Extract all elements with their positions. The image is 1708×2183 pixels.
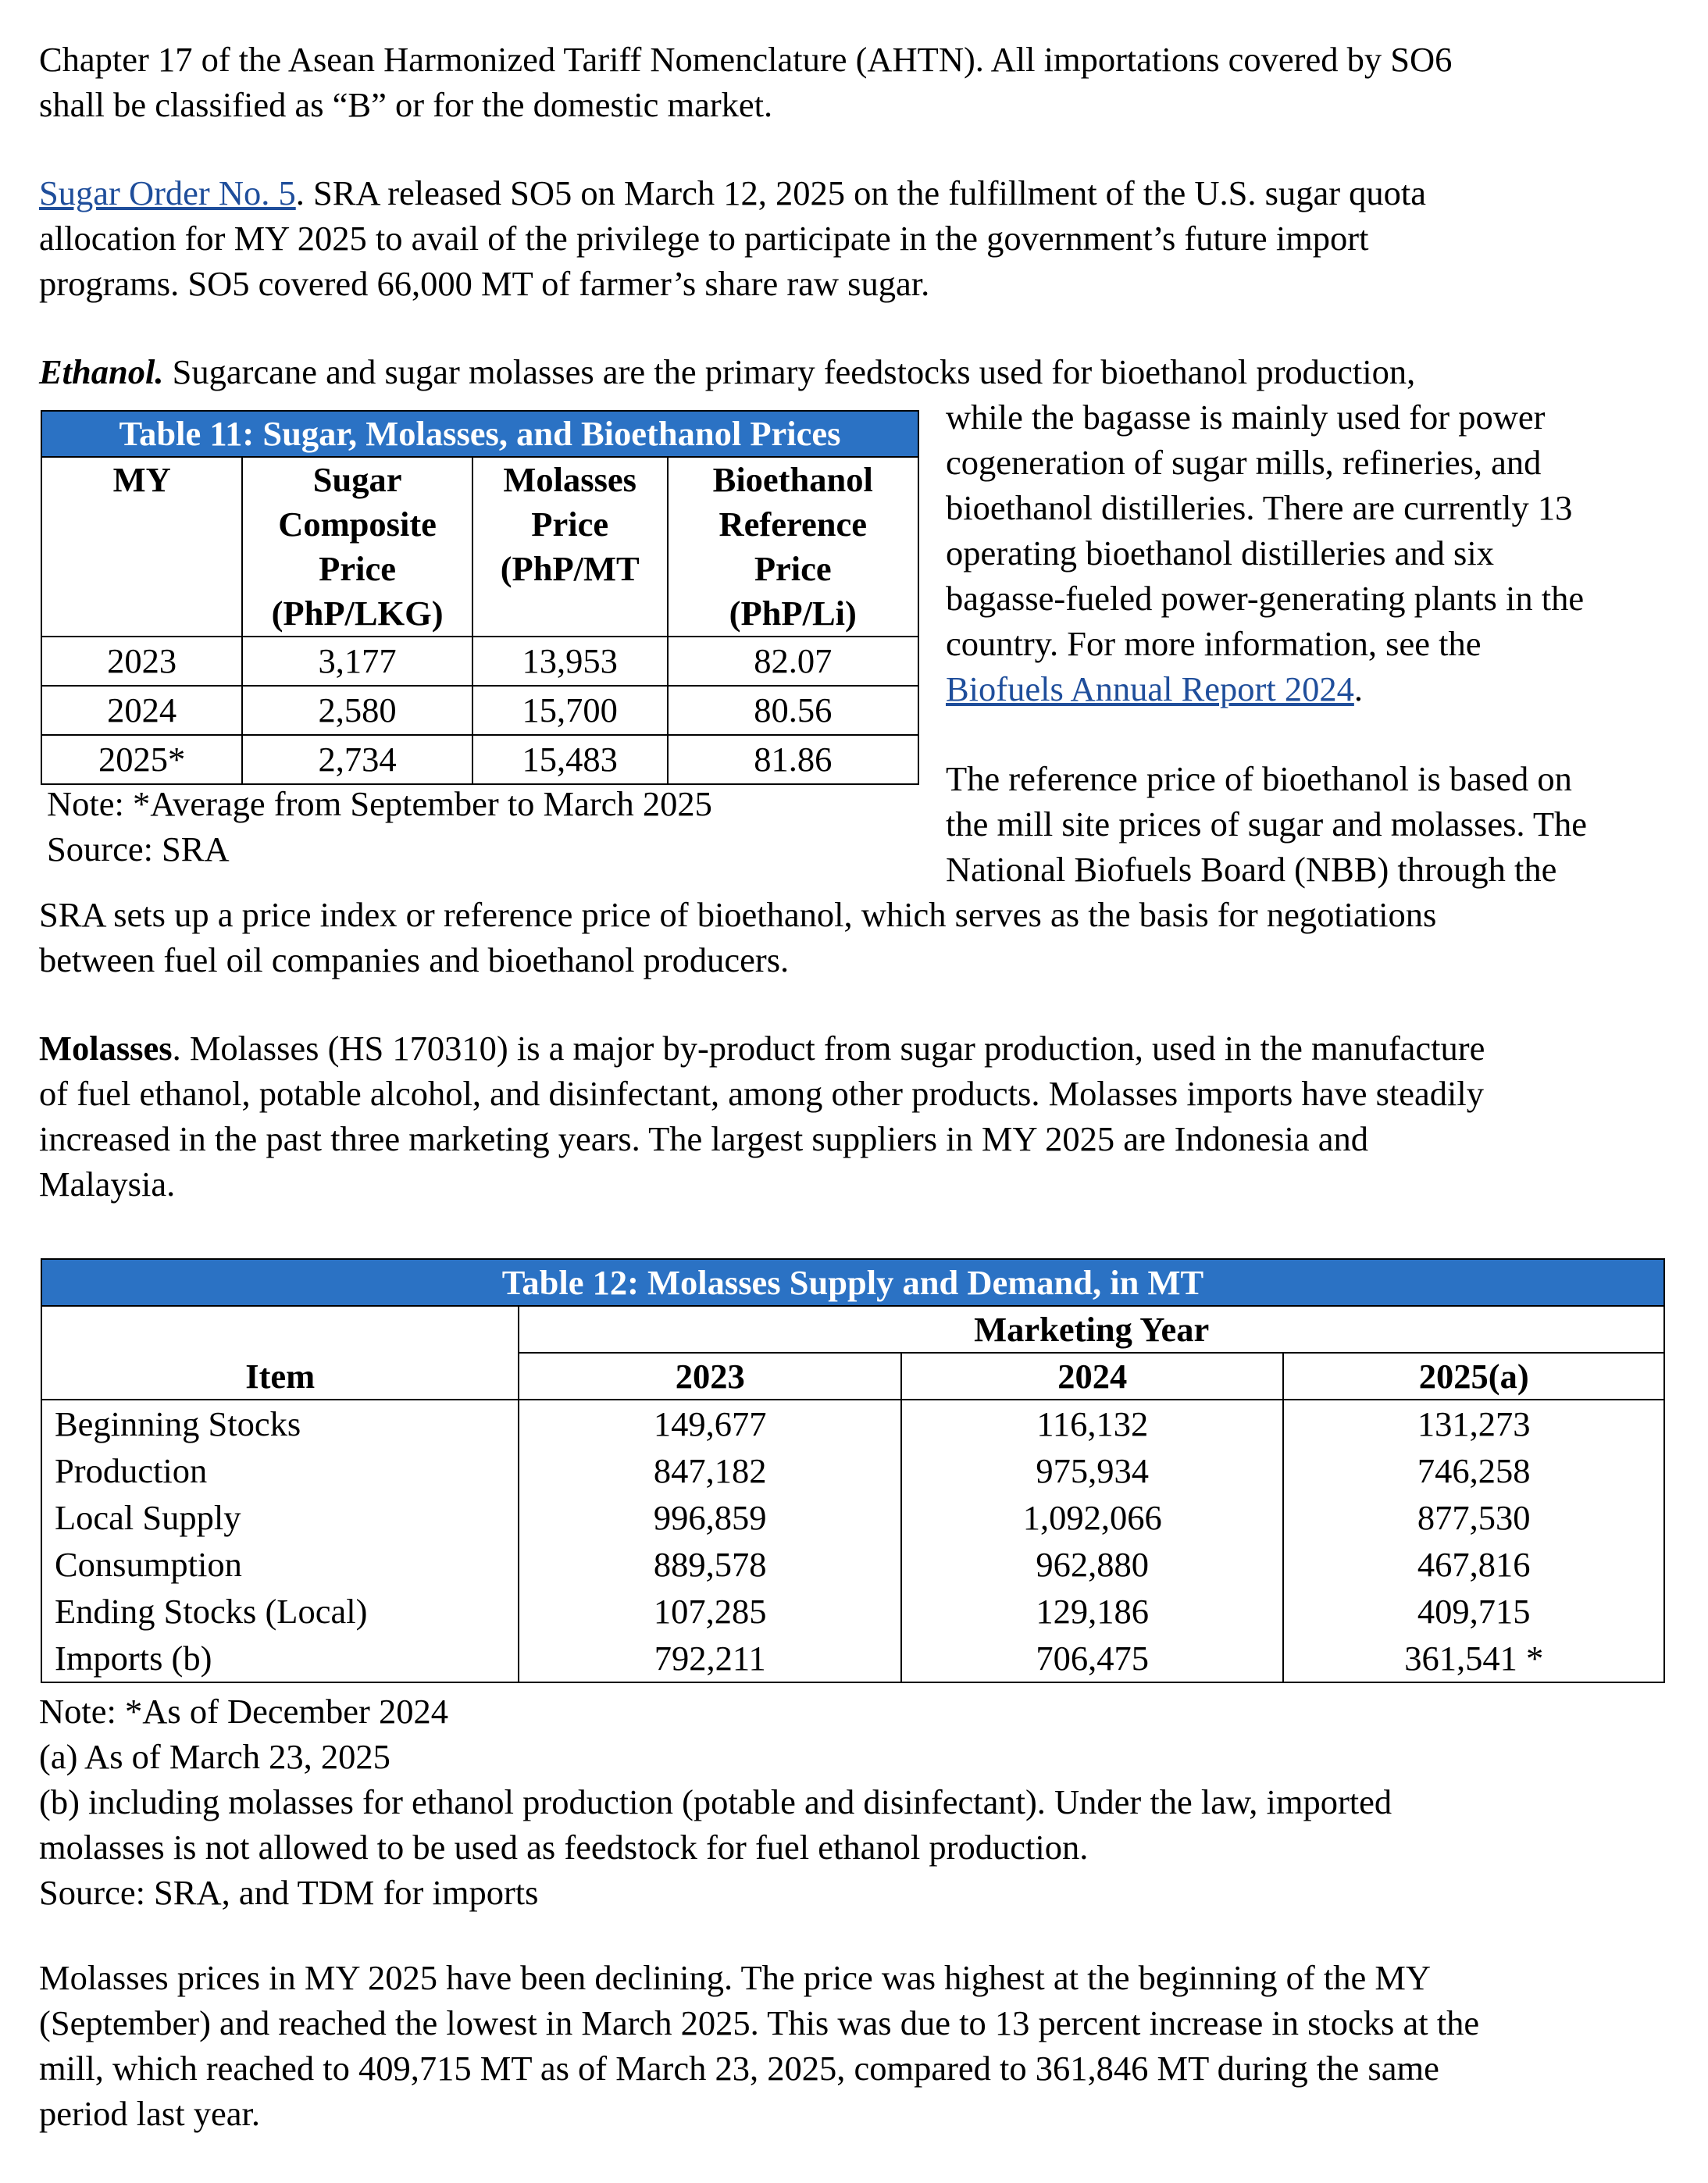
table-11 bbox=[41, 410, 919, 785]
table-row bbox=[41, 686, 918, 735]
table-caption-row bbox=[41, 1259, 1664, 1306]
table-note: (a) As of March 23, 2025 bbox=[39, 1737, 390, 1776]
text-span: . bbox=[1353, 669, 1363, 708]
marketing-year-header: Marketing Year bbox=[519, 1306, 1664, 1353]
so6-paragraph bbox=[39, 37, 1452, 127]
table-caption-row bbox=[41, 411, 918, 457]
so5-paragraph bbox=[39, 170, 1426, 306]
table-note: Note: *As of December 2024 bbox=[39, 1692, 448, 1731]
text-line: country. For more information, see the bbox=[946, 624, 1482, 663]
column-header-2025: 2025(a) bbox=[1283, 1353, 1664, 1400]
table-cell: 2024 bbox=[41, 686, 242, 735]
table-cell: 361,541 * bbox=[1283, 1635, 1664, 1682]
table-cell: 2025* bbox=[41, 735, 242, 784]
header-line: (PhP/LKG) bbox=[271, 594, 444, 633]
header-line: Bioethanol bbox=[712, 460, 873, 499]
table-note: molasses is not allowed to be used as feedstock for fuel ethanol production. bbox=[39, 1828, 1089, 1867]
text-line: Malaysia. bbox=[39, 1165, 176, 1204]
table-cell: 1,092,066 bbox=[901, 1494, 1284, 1541]
row-label: Production bbox=[41, 1447, 519, 1494]
row-label: Beginning Stocks bbox=[41, 1400, 519, 1447]
text-line: National Biofuels Board (NBB) through the bbox=[946, 850, 1557, 889]
table-cell: 962,880 bbox=[901, 1541, 1284, 1588]
header-line: Price bbox=[531, 505, 609, 544]
table-row bbox=[41, 1494, 1664, 1541]
table-header-row bbox=[41, 457, 918, 637]
text-line: of fuel ethanol, potable alcohol, and disinfectant, among other products. Molasses imports have steadily bbox=[39, 1074, 1484, 1113]
table-row bbox=[41, 735, 918, 784]
table-12-notes bbox=[39, 1689, 1392, 1915]
table-cell: 129,186 bbox=[901, 1588, 1284, 1635]
row-label: Imports (b) bbox=[41, 1635, 519, 1682]
table-cell: 996,859 bbox=[519, 1494, 900, 1541]
table-cell: 2,580 bbox=[242, 686, 472, 735]
text-line: mill, which reached to 409,715 MT as of March 23, 2025, compared to 361,846 MT during the same bbox=[39, 2049, 1439, 2088]
row-label: Consumption bbox=[41, 1541, 519, 1588]
table-12 bbox=[41, 1258, 1665, 1683]
table-cell: 107,285 bbox=[519, 1588, 900, 1635]
ethanol-heading: Ethanol. bbox=[39, 352, 164, 391]
text-line: period last year. bbox=[39, 2094, 260, 2133]
table-cell: 467,816 bbox=[1283, 1541, 1664, 1588]
reference-side-text bbox=[946, 756, 1587, 892]
header-line: (PhP/MT bbox=[500, 549, 640, 588]
text-line: the mill site prices of sugar and molasses. The bbox=[946, 804, 1588, 844]
text-line: The reference price of bioethanol is based on bbox=[946, 759, 1572, 798]
text-line: SRA sets up a price index or reference price of bioethanol, which serves as the basis for negotiations bbox=[39, 895, 1437, 934]
text-line bbox=[39, 1026, 1485, 1071]
header-line: Composite bbox=[278, 505, 437, 544]
text-span: Sugarcane and sugar molasses are the primary feedstocks used for bioethanol production, bbox=[163, 352, 1416, 391]
biofuels-report-link[interactable]: Biofuels Annual Report 2024 bbox=[946, 669, 1354, 708]
reference-paragraph bbox=[39, 892, 1436, 983]
table-source: Source: SRA bbox=[47, 829, 230, 869]
text-span: . SRA released SO5 on March 12, 2025 on the fulfillment of the U.S. sugar quota bbox=[295, 173, 1427, 212]
table-cell: 877,530 bbox=[1283, 1494, 1664, 1541]
text-line: bioethanol distilleries. There are currently 13 bbox=[946, 488, 1573, 527]
header-line: Reference bbox=[719, 505, 867, 544]
table-cell: 13,953 bbox=[472, 637, 668, 686]
table-cell: 975,934 bbox=[901, 1447, 1284, 1494]
molasses-heading: Molasses bbox=[39, 1029, 173, 1068]
text-line: shall be classified as “B” or for the domestic market. bbox=[39, 85, 773, 124]
text-line: (September) and reached the lowest in March 2025. This was due to 13 percent increase in stocks at the bbox=[39, 2003, 1480, 2042]
table-cell: 792,211 bbox=[519, 1635, 900, 1682]
table-row bbox=[41, 1541, 1664, 1588]
column-header-item: Item bbox=[41, 1306, 519, 1400]
text-line: bagasse-fueled power-generating plants in the bbox=[946, 579, 1585, 618]
table-cell: 131,273 bbox=[1283, 1400, 1664, 1447]
table-cell: 15,483 bbox=[472, 735, 668, 784]
text-line: Chapter 17 of the Asean Harmonized Tariff Nomenclature (AHTN). All importations covered by SO6 bbox=[39, 40, 1453, 79]
molasses-prices-paragraph bbox=[39, 1955, 1479, 2136]
text-line: between fuel oil companies and bioethanol producers. bbox=[39, 940, 790, 979]
table-12-title: Table 12: Molasses Supply and Demand, in MT bbox=[41, 1259, 1664, 1306]
text-line bbox=[946, 666, 1584, 712]
column-header-2023: 2023 bbox=[519, 1353, 900, 1400]
table-cell: 2,734 bbox=[242, 735, 472, 784]
table-note: Note: *Average from September to March 2025 bbox=[47, 784, 712, 823]
header-line: Sugar bbox=[312, 460, 402, 499]
table-cell: 889,578 bbox=[519, 1541, 900, 1588]
table-source: Source: SRA, and TDM for imports bbox=[39, 1873, 539, 1912]
header-line: Price bbox=[754, 549, 832, 588]
text-line: allocation for MY 2025 to avail of the privilege to participate in the government’s future import bbox=[39, 219, 1369, 258]
text-line: increased in the past three marketing years. The largest suppliers in MY 2025 are Indonesia and bbox=[39, 1119, 1369, 1158]
header-line: (PhP/Li) bbox=[729, 594, 857, 633]
table-cell: 149,677 bbox=[519, 1400, 900, 1447]
table-cell: 81.86 bbox=[668, 735, 918, 784]
header-line: MY bbox=[112, 460, 171, 499]
table-cell: 116,132 bbox=[901, 1400, 1284, 1447]
ethanol-side-text bbox=[946, 394, 1584, 712]
text-line: cogeneration of sugar mills, refineries, and bbox=[946, 443, 1542, 482]
table-cell: 847,182 bbox=[519, 1447, 900, 1494]
header-line: Molasses bbox=[503, 460, 636, 499]
text-line: Molasses prices in MY 2025 have been declining. The price was highest at the beginning of the MY bbox=[39, 1958, 1432, 1997]
table-note: (b) including molasses for ethanol production (potable and disinfectant). Under the law, imported bbox=[39, 1782, 1392, 1821]
table-row bbox=[41, 1400, 1664, 1447]
row-label: Local Supply bbox=[41, 1494, 519, 1541]
text-line: programs. SO5 covered 66,000 MT of farmer’s share raw sugar. bbox=[39, 264, 930, 303]
table-cell: 706,475 bbox=[901, 1635, 1284, 1682]
table-cell: 409,715 bbox=[1283, 1588, 1664, 1635]
table-row bbox=[41, 1447, 1664, 1494]
header-line: Price bbox=[319, 549, 396, 588]
table-cell: 2023 bbox=[41, 637, 242, 686]
table-row bbox=[41, 1635, 1664, 1682]
sugar-order-5-link[interactable]: Sugar Order No. 5 bbox=[39, 173, 296, 212]
table-cell: 80.56 bbox=[668, 686, 918, 735]
column-header-sugar-price bbox=[242, 457, 472, 637]
text-line bbox=[39, 170, 1426, 216]
table-row bbox=[41, 637, 918, 686]
ethanol-paragraph bbox=[39, 349, 1415, 394]
molasses-paragraph bbox=[39, 1026, 1485, 1207]
text-line: operating bioethanol distilleries and six bbox=[946, 533, 1494, 573]
column-header-2024: 2024 bbox=[901, 1353, 1284, 1400]
text-line bbox=[39, 349, 1415, 394]
table-cell: 3,177 bbox=[242, 637, 472, 686]
column-header-my bbox=[41, 457, 242, 637]
table-cell: 15,700 bbox=[472, 686, 668, 735]
table-11-notes bbox=[47, 781, 712, 872]
text-span: . Molasses (HS 170310) is a major by-product from sugar production, used in the manufacture bbox=[172, 1029, 1485, 1068]
column-header-molasses-price bbox=[472, 457, 668, 637]
column-header-bioethanol-price bbox=[668, 457, 918, 637]
text-line: while the bagasse is mainly used for power bbox=[946, 398, 1546, 437]
table-cell: 746,258 bbox=[1283, 1447, 1664, 1494]
table-header-row bbox=[41, 1306, 1664, 1353]
table-11-title: Table 11: Sugar, Molasses, and Bioethanol Prices bbox=[41, 411, 918, 457]
table-cell: 82.07 bbox=[668, 637, 918, 686]
row-label: Ending Stocks (Local) bbox=[41, 1588, 519, 1635]
table-row bbox=[41, 1588, 1664, 1635]
